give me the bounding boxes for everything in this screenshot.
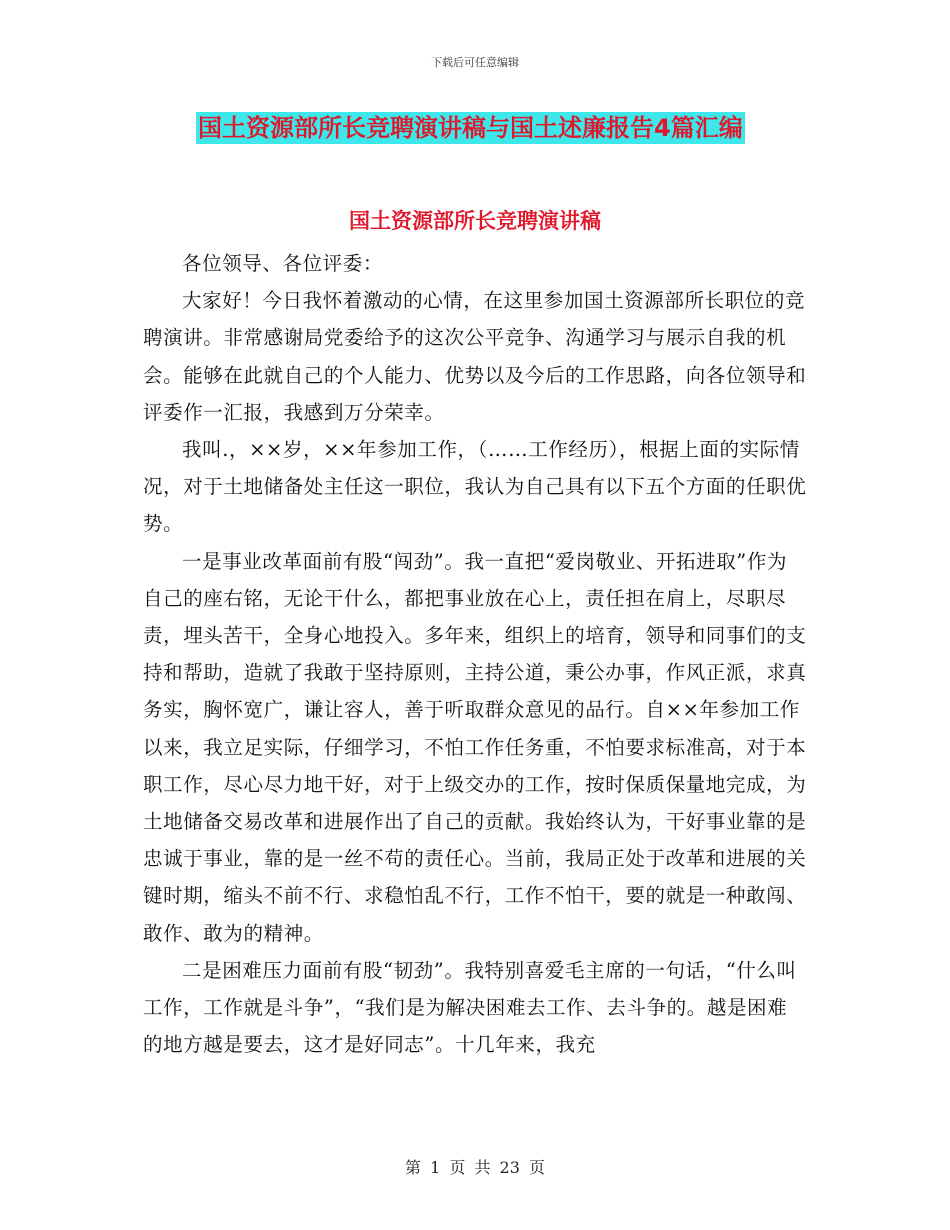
document-body [143,245,807,1063]
document-main-title: 国土资源部所长竞聘演讲稿与国土述廉报告4篇汇编 [198,114,743,142]
page-footer: 第 1 页 共 23 页 [405,1158,545,1177]
page-header-note: 下载后可任意编辑 [431,56,519,69]
paragraph: 我叫.，××岁，××年参加工作，（……工作经历），根据上面的实际情况，对于土地储备处主任这一职位，我认为自己具有以下五个方面的任职优势。 [143,438,807,536]
paragraph: 一是事业改革面前有股“闯劲”。我一直把“爱岗敬业、开拓进取”作为自己的座右铭，无论干什么，都把事业放在心上，责任担在肩上，尽职尽责，埋头苦干，全身心地投入。多年来，组织上的培育，领导和同事们的支持和帮助，造就了我敢于坚持原则，主持公道，秉公办事，作风正派，求真务实，胸怀宽广，谦让容人，善于听取群众意见的品行。自××年参加工作以来，我立足实际，仔细学习，不怕工作任务重，不怕要求标准高，对于本职工作，尽心尽力地干好，对于上级交办的工作，按时保质保量地完成，为土地储备交易改革和进展作出了自己的贡献。我始终认为，干好事业靠的是忠诚于事业，靠的是一丝不苟的责任心。当前，我局正处于改革和进展的关键时期，缩头不前不行、求稳怕乱不行，工作不怕干，要的就是一种敢闯、敢作、敢为的精神。 [143,549,807,945]
section-title: 国土资源部所长竞聘演讲稿 [349,209,601,233]
paragraph: 大家好！今日我怀着激动的心情，在这里参加国土资源部所长职位的竞聘演讲。非常感谢局党委给予的这次公平竞争、沟通学习与展示自我的机会。能够在此就自己的个人能力、优势以及今后的工作思路，向各位领导和评委作一汇报，我感到万分荣幸。 [143,289,807,424]
paragraph-salutation: 各位领导、各位评委： [182,252,384,275]
paragraph: 二是困难压力面前有股“韧劲”。我特别喜爱毛主席的一句话，“什么叫工作，工作就是斗争”，“我们是为解决困难去工作、去斗争的。越是困难的地方越是要去，这才是好同志”。十几年来，我充 [143,958,797,1057]
